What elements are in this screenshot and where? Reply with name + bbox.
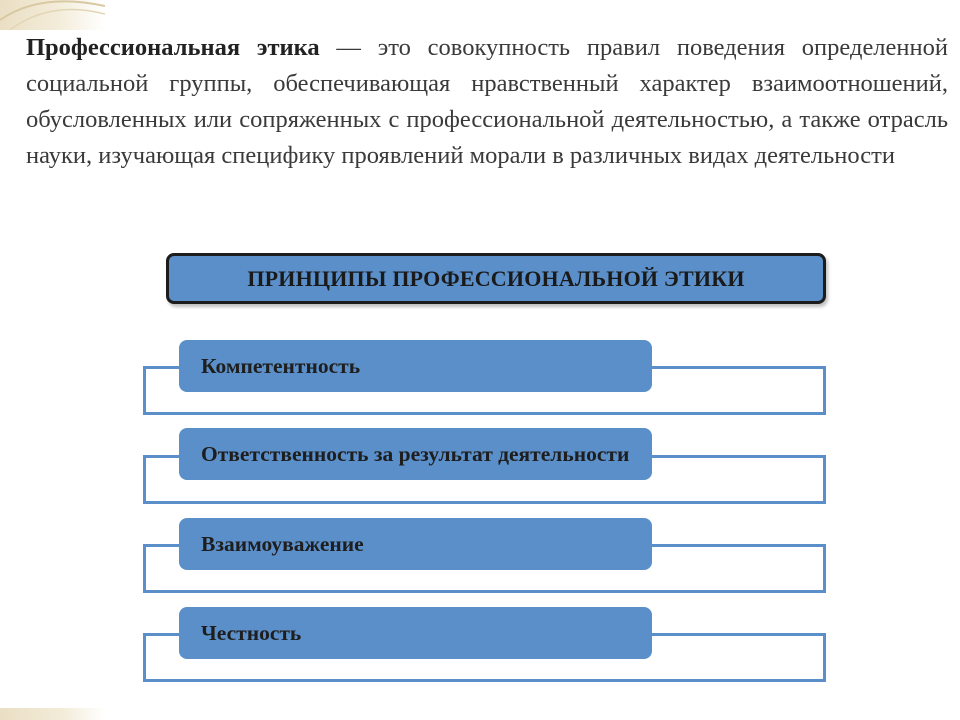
principle-item-honesty: Честность bbox=[179, 607, 652, 659]
principles-title: ПРИНЦИПЫ ПРОФЕССИОНАЛЬНОЙ ЭТИКИ bbox=[166, 253, 826, 304]
definition-term: Профессиональная этика bbox=[26, 34, 320, 61]
principle-item-mutual-respect: Взаимоуважение bbox=[179, 518, 652, 570]
principle-item-responsibility: Ответственность за результат деятельности bbox=[179, 428, 652, 480]
definition-text: — это совокупность правил поведения определенной социальной группы, обеспечивающая нравственный характер взаимоотношений, обусловленных или сопряженных с профессиональной деятельностью, а также отрасль науки, изучающая специфику проявлений морали в различных видах деятельности bbox=[26, 34, 948, 169]
principle-item-competence: Компетентность bbox=[179, 340, 652, 392]
